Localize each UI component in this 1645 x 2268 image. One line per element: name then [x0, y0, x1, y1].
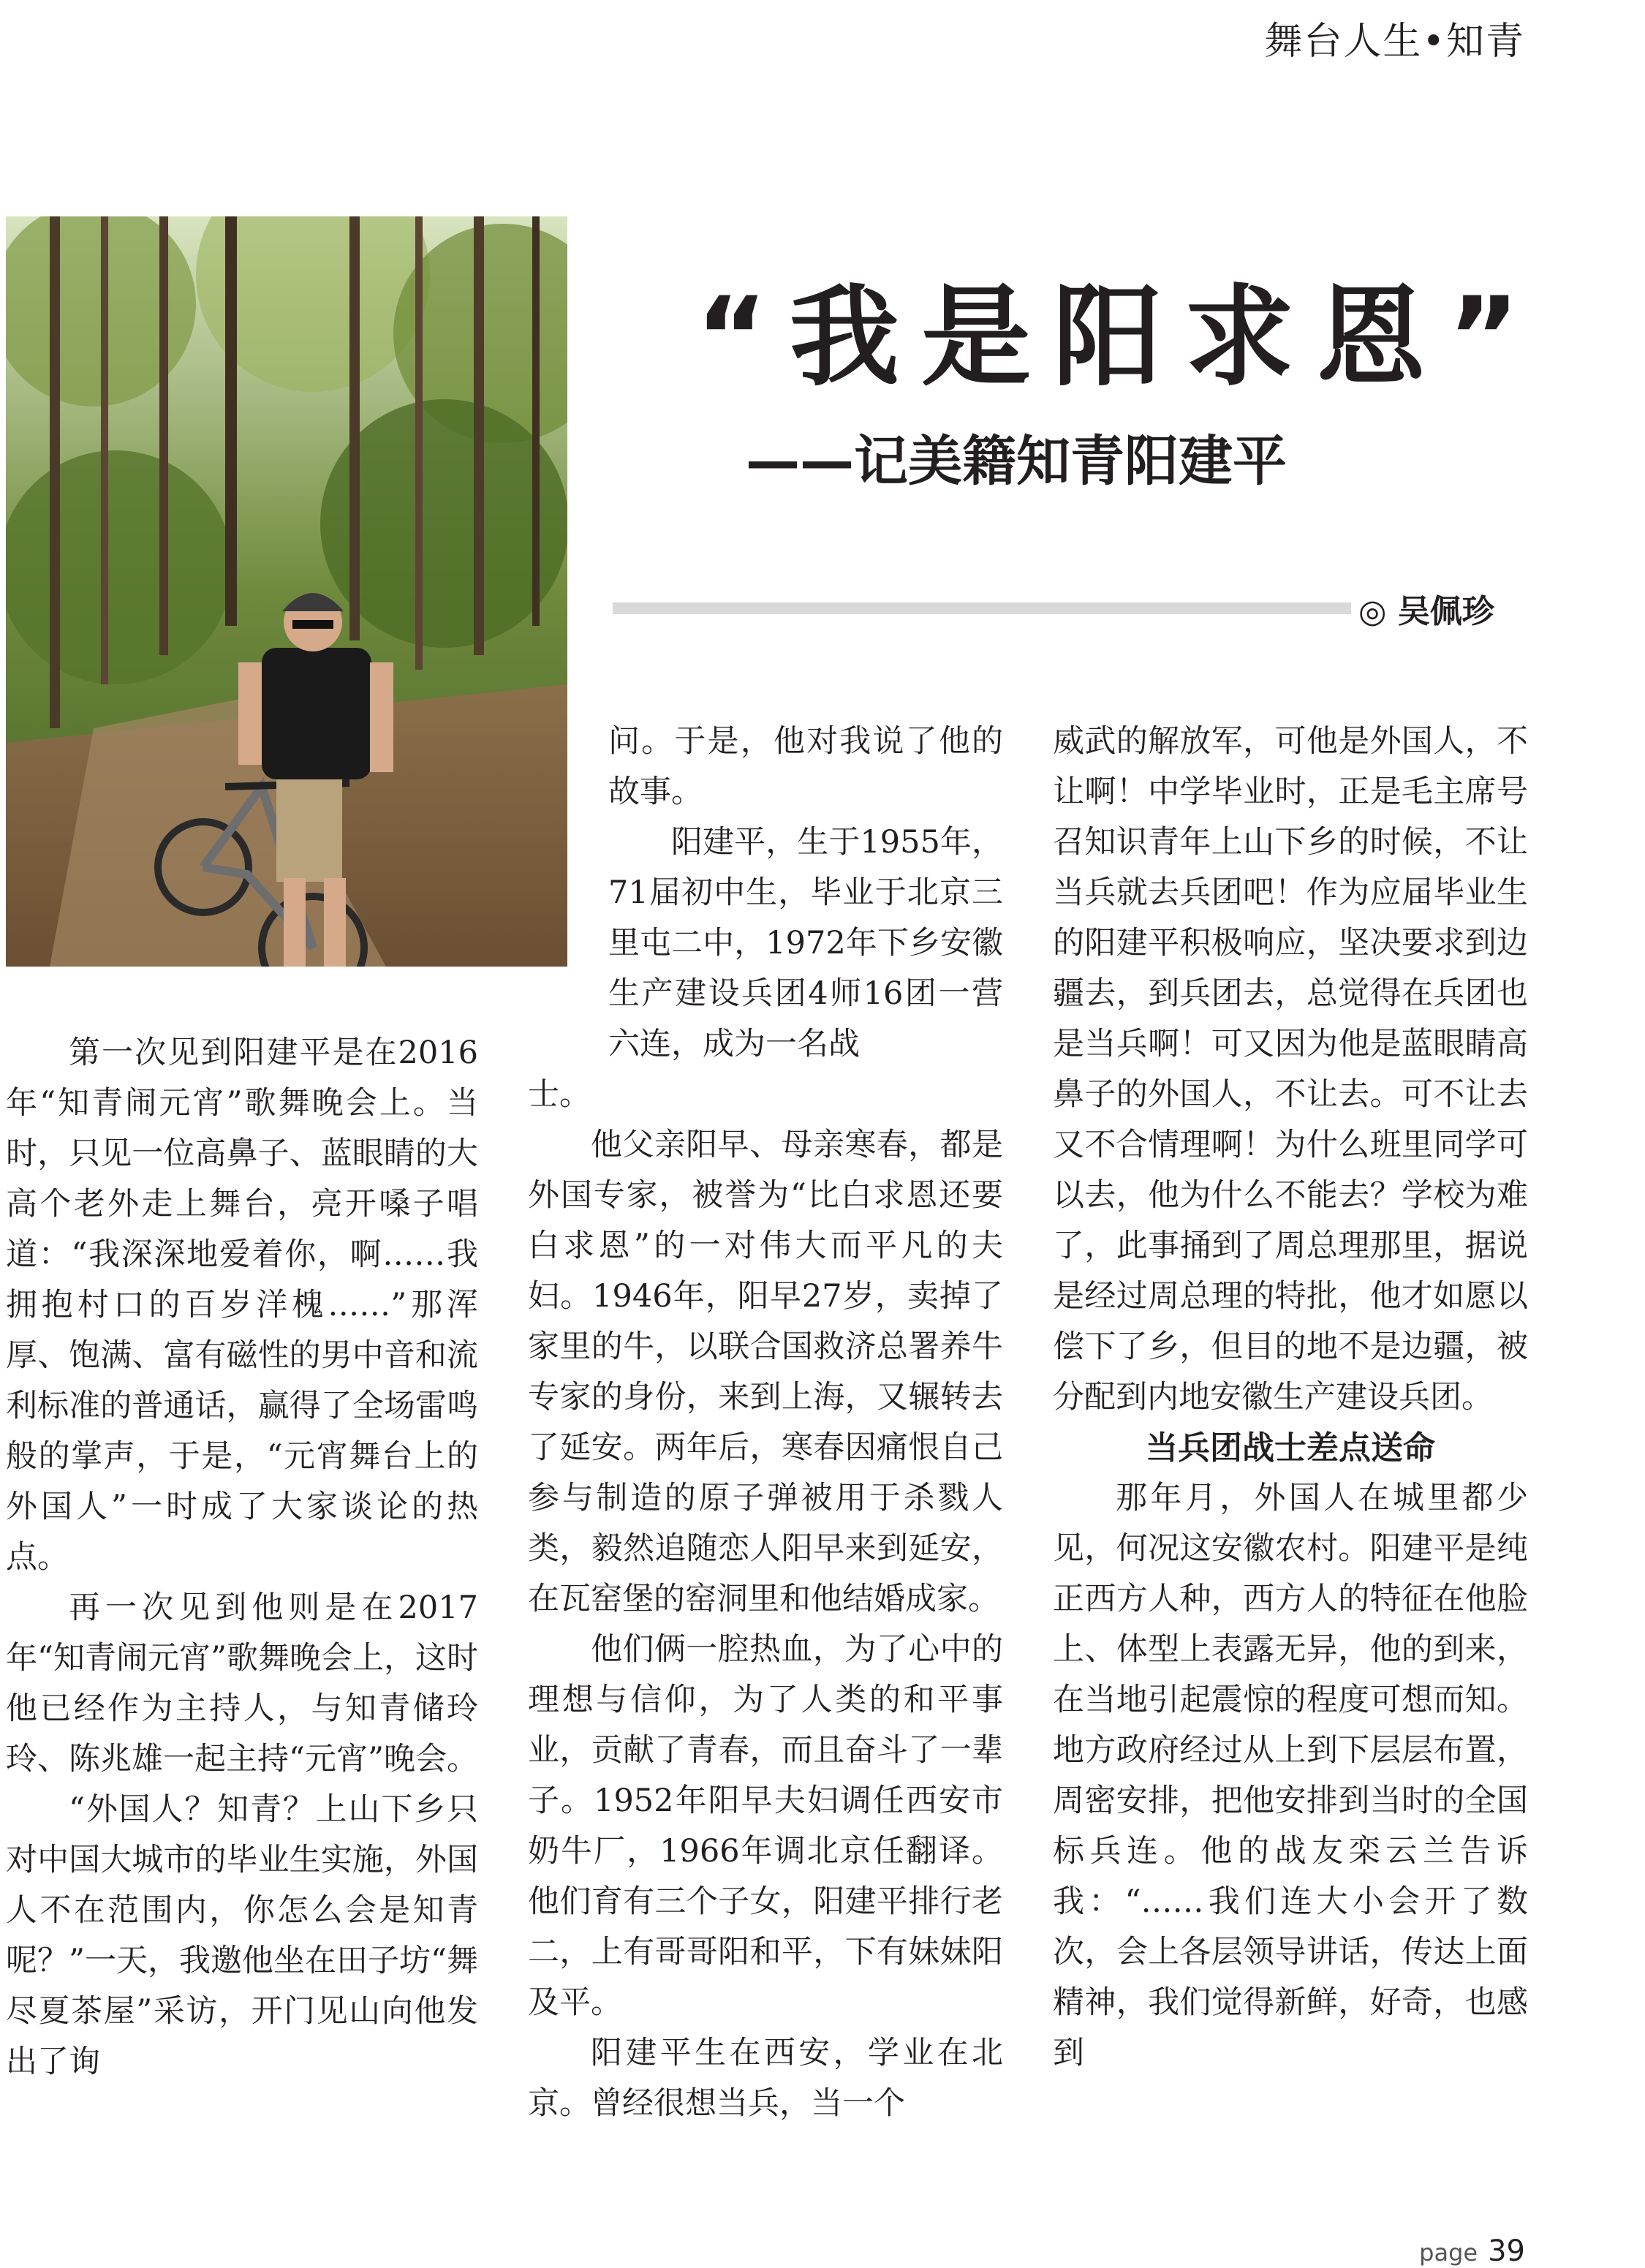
page-number: 39: [1488, 2234, 1525, 2268]
page-footer: [1419, 2234, 1525, 2268]
paragraph: 再一次见到他则是在2017年“知青闹元宵”歌舞晚会上，这时他已经作为主持人，与知青储玲玲、陈兆雄一起主持“元宵”晚会。: [6, 1590, 478, 1777]
section-header: 舞台人生•知青: [1264, 20, 1525, 64]
paragraph: 那年月，外国人在城里都少见，何况这安徽农村。阳建平是纯正西方人种，西方人的特征在他脸上、体型上表露无异，他的到来，在当地引起震惊的程度可想而知。地方政府经过从上到下层层布置，周密安排，把他安排到当时的全国标兵连。他的战友栾云兰告诉我：“……我们连大小会开了数次，会上各层领导讲话，传达上面精神，我们觉得新鲜，好奇，也感到: [1053, 1480, 1528, 2071]
section-subheading: 当兵团战士差点送命: [1146, 1429, 1435, 1467]
text-column-2-top: [608, 717, 1003, 1070]
paragraph: 第一次见到阳建平是在2016年“知青闹元宵”歌舞晚会上。当时，只见一位高鼻子、蓝眼睛的大高个老外走上舞台，亮开嗓子唱道：“我深深地爱着你，啊……我拥抱村口的百岁洋槐……”那浑厚、饱满、富有磁性的男中音和流利标准的普通话，赢得了全场雷鸣般的掌声，于是，“元宵舞台上的外国人”一时成了大家谈论的热点。: [6, 1035, 478, 1576]
article-subtitle: ——记美籍知青阳建平: [746, 430, 1287, 493]
paragraph: 他们俩一腔热血，为了心中的理想与信仰，为了人类的和平事业，贡献了青春，而且奋斗了一辈子。1952年阳早夫妇调任西安市奶牛厂，1966年调北京任翻译。他们育有三个子女，阳建平排行老二，上有哥哥阳和平，下有妹妹阳及平。: [528, 1631, 1003, 2021]
paragraph: 问。于是，他对我说了他的故事。: [608, 723, 1003, 810]
paragraph: 威武的解放军，可他是外国人，不让啊！中学毕业时，正是毛主席号召知识青年上山下乡的时候，不让当兵就去兵团吧！作为应届毕业生的阳建平积极响应，坚决要求到边疆去，到兵团去，总觉得在兵团也是当兵啊！可又因为他是蓝眼睛高鼻子的外国人，不让去。可不让去又不合情理啊！为什么班里同学可以去，他为什么不能去？学校为难了，此事捅到了周总理那里，据说是经过周总理的特批，他才如愿以偿下了乡，但目的地不是边疆，被分配到内地安徽生产建设兵团。: [1053, 723, 1528, 1415]
paragraph: “外国人？知青？上山下乡只对中国大城市的毕业生实施，外国人不在范围内，你怎么会是知青呢？”一天，我邀他坐在田子坊“舞尽夏茶屋”采访，开门见山向他发出了询: [6, 1791, 478, 2080]
text-column-3: [1053, 717, 1528, 2079]
paragraph: 士。: [528, 1076, 591, 1113]
article-photo: [6, 216, 567, 967]
paragraph: 他父亲阳早、母亲寒春，都是外国专家，被誉为“比白求恩还要白求恩”的一对伟大而平凡的夫妇。1946年，阳早27岁，卖掉了家里的牛，以联合国救济总署养牛专家的身份，来到上海，又辗转去了延安。两年后，寒春因痛恨自己参与制造的原子弹被用于杀戮人类，毅然追随恋人阳早来到延安，在瓦窑堡的窑洞里和他结婚成家。: [528, 1127, 1003, 1617]
page-label: page: [1419, 2239, 1478, 2267]
cyclist-in-forest-image: [6, 216, 567, 967]
paragraph: 阳建平生在西安，学业在北京。曾经很想当兵，当一个: [528, 2035, 1003, 2122]
author-byline: ◎ 吴佩珍: [1358, 593, 1494, 630]
text-column-1: [6, 1028, 478, 2087]
article-title: “我是阳求恩”: [695, 274, 1542, 401]
paragraph: 阳建平，生于1955年，71届初中生，毕业于北京三里屯二中，1972年下乡安徽生产建设兵团4师16团一营六连，成为一名战: [608, 824, 1003, 1062]
title-divider: [613, 602, 1351, 614]
text-column-2: [528, 1070, 1003, 2129]
